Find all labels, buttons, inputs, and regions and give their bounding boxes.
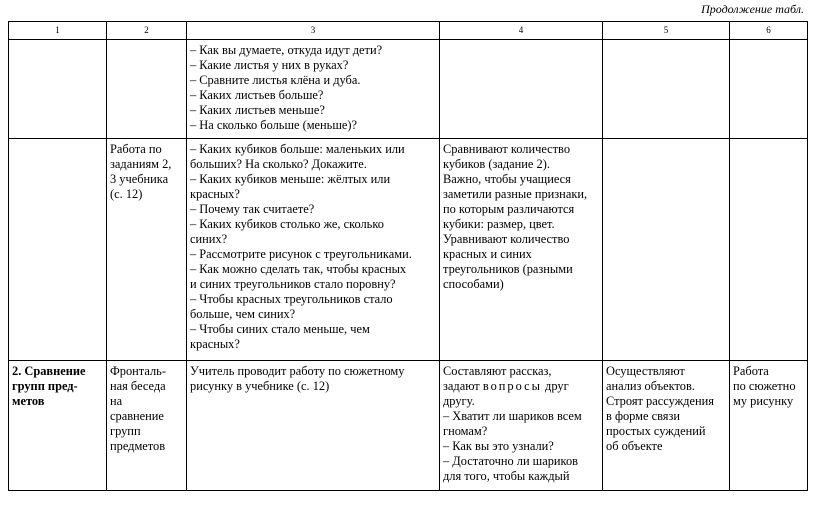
cell-line: Строят рассуждения	[606, 394, 714, 408]
cell-line: – Почему так считаете?	[190, 202, 315, 216]
cell-line: сравнение	[110, 409, 164, 423]
cell-line: – Как можно сделать так, чтобы красных	[190, 262, 407, 276]
cell-line: кубики: размер, цвет.	[443, 217, 555, 231]
cell-line: – Как вы думаете, откуда идут дети?	[190, 43, 383, 57]
cell-line: Учитель проводит работу по сюжетному	[190, 364, 405, 378]
cell-line: ная беседа	[110, 379, 166, 393]
cell-line: – Чтобы красных треугольников стало	[190, 292, 393, 306]
column-number: 6	[730, 22, 808, 40]
text-fragment: друг	[541, 379, 569, 393]
cell-line: гномам?	[443, 424, 488, 438]
cell-form	[730, 361, 808, 491]
cell-line: – На сколько больше (меньше)?	[190, 118, 358, 132]
column-number: 1	[9, 22, 107, 40]
cell-line: синих?	[190, 232, 228, 246]
cell-line: – Чтобы синих стало меньше, чем	[190, 322, 370, 336]
cell-line: другу.	[443, 394, 475, 408]
cell-line: Осуществляют	[606, 364, 685, 378]
cell-stage	[9, 361, 107, 491]
cell-line: – Каких кубиков больше: маленьких или	[190, 142, 405, 156]
cell-line: – Какие листья у них в руках?	[190, 58, 349, 72]
cell-line: красных?	[190, 337, 240, 351]
cell-method	[107, 139, 187, 361]
continuation-label: Продолжение табл.	[701, 2, 804, 16]
cell-line: кубиков (задание 2).	[443, 157, 550, 171]
column-number: 3	[187, 22, 440, 40]
cell-line: заданиям 2,	[110, 157, 172, 171]
cell	[730, 40, 808, 139]
cell-line: – Как вы это узнали?	[443, 439, 554, 453]
column-number-row	[9, 22, 808, 40]
cell	[603, 139, 730, 361]
cell-line: Работа по	[110, 142, 162, 156]
cell-student-activity	[440, 139, 603, 361]
cell-line: заметили разные признаки,	[443, 187, 588, 201]
cell-line: для того, чтобы каждый	[443, 469, 570, 483]
cell-method	[107, 361, 187, 491]
cell-line: больших? На сколько? Докажите.	[190, 157, 367, 171]
cell-questions	[187, 139, 440, 361]
cell-line: на	[110, 394, 123, 408]
lesson-table	[8, 21, 808, 491]
cell-line: 3 учебника	[110, 172, 169, 186]
cell-line: треугольников (разными	[443, 262, 573, 276]
cell	[440, 40, 603, 139]
cell	[603, 40, 730, 139]
cell-line: больше, чем синих?	[190, 307, 296, 321]
cell-line: об объекте	[606, 439, 663, 453]
cell-line: – Хватит ли шариков всем	[443, 409, 582, 423]
cell-line: по сюжетно	[733, 379, 796, 393]
cell-line: (с. 12)	[110, 187, 143, 201]
table-row	[9, 139, 808, 361]
cell-questions	[187, 40, 440, 139]
cell-line: рисунку в учебнике (с. 12)	[190, 379, 330, 393]
table-row	[9, 361, 808, 491]
cell-line: Сравнивают количество	[443, 142, 571, 156]
cell-line	[443, 379, 598, 394]
column-number: 2	[107, 22, 187, 40]
cell-line: му рисунку	[733, 394, 794, 408]
column-number: 4	[440, 22, 603, 40]
table-row	[9, 40, 808, 139]
cell-line: Работа	[733, 364, 769, 378]
cell-teacher-activity	[187, 361, 440, 491]
cell-line: красных и синих	[443, 247, 532, 261]
cell-line: – Каких кубиков столько же, сколько	[190, 217, 384, 231]
cell-line: – Сравните листья клёна и дуба.	[190, 73, 361, 87]
cell-line: анализ объектов.	[606, 379, 695, 393]
cell-line: в форме связи	[606, 409, 681, 423]
cell-line: Составляют рассказ,	[443, 364, 552, 378]
cell-line: метов	[12, 394, 45, 408]
cell-line: и синих треугольников стало поровну?	[190, 277, 396, 291]
cell-line: Важно, чтобы учащиеся	[443, 172, 571, 186]
cell-line: Фронталь-	[110, 364, 166, 378]
text-fragment: задают	[443, 379, 483, 393]
cell-line: – Каких кубиков меньше: жёлтых или	[190, 172, 391, 186]
cell	[9, 40, 107, 139]
column-number: 5	[603, 22, 730, 40]
cell	[107, 40, 187, 139]
cell-line: 2. Сравнение	[12, 364, 86, 378]
cell-line: красных?	[190, 187, 240, 201]
spaced-text: вопросы	[482, 379, 542, 393]
cell-line: – Достаточно ли шариков	[443, 454, 578, 468]
cell-line: способами)	[443, 277, 504, 291]
cell	[9, 139, 107, 361]
cell-line: простых суждений	[606, 424, 706, 438]
cell-line: – Рассмотрите рисунок с треугольниками.	[190, 247, 412, 261]
cell-line: групп пред-	[12, 379, 78, 393]
cell-line: – Каких листьев больше?	[190, 88, 324, 102]
cell-line: по которым различаются	[443, 202, 575, 216]
cell-line: Уравнивают количество	[443, 232, 570, 246]
cell-line: – Каких листьев меньше?	[190, 103, 325, 117]
cell-line: групп	[110, 424, 141, 438]
cell-student-activity	[440, 361, 603, 491]
cell	[730, 139, 808, 361]
cell-learning-actions	[603, 361, 730, 491]
cell-line: предметов	[110, 439, 166, 453]
